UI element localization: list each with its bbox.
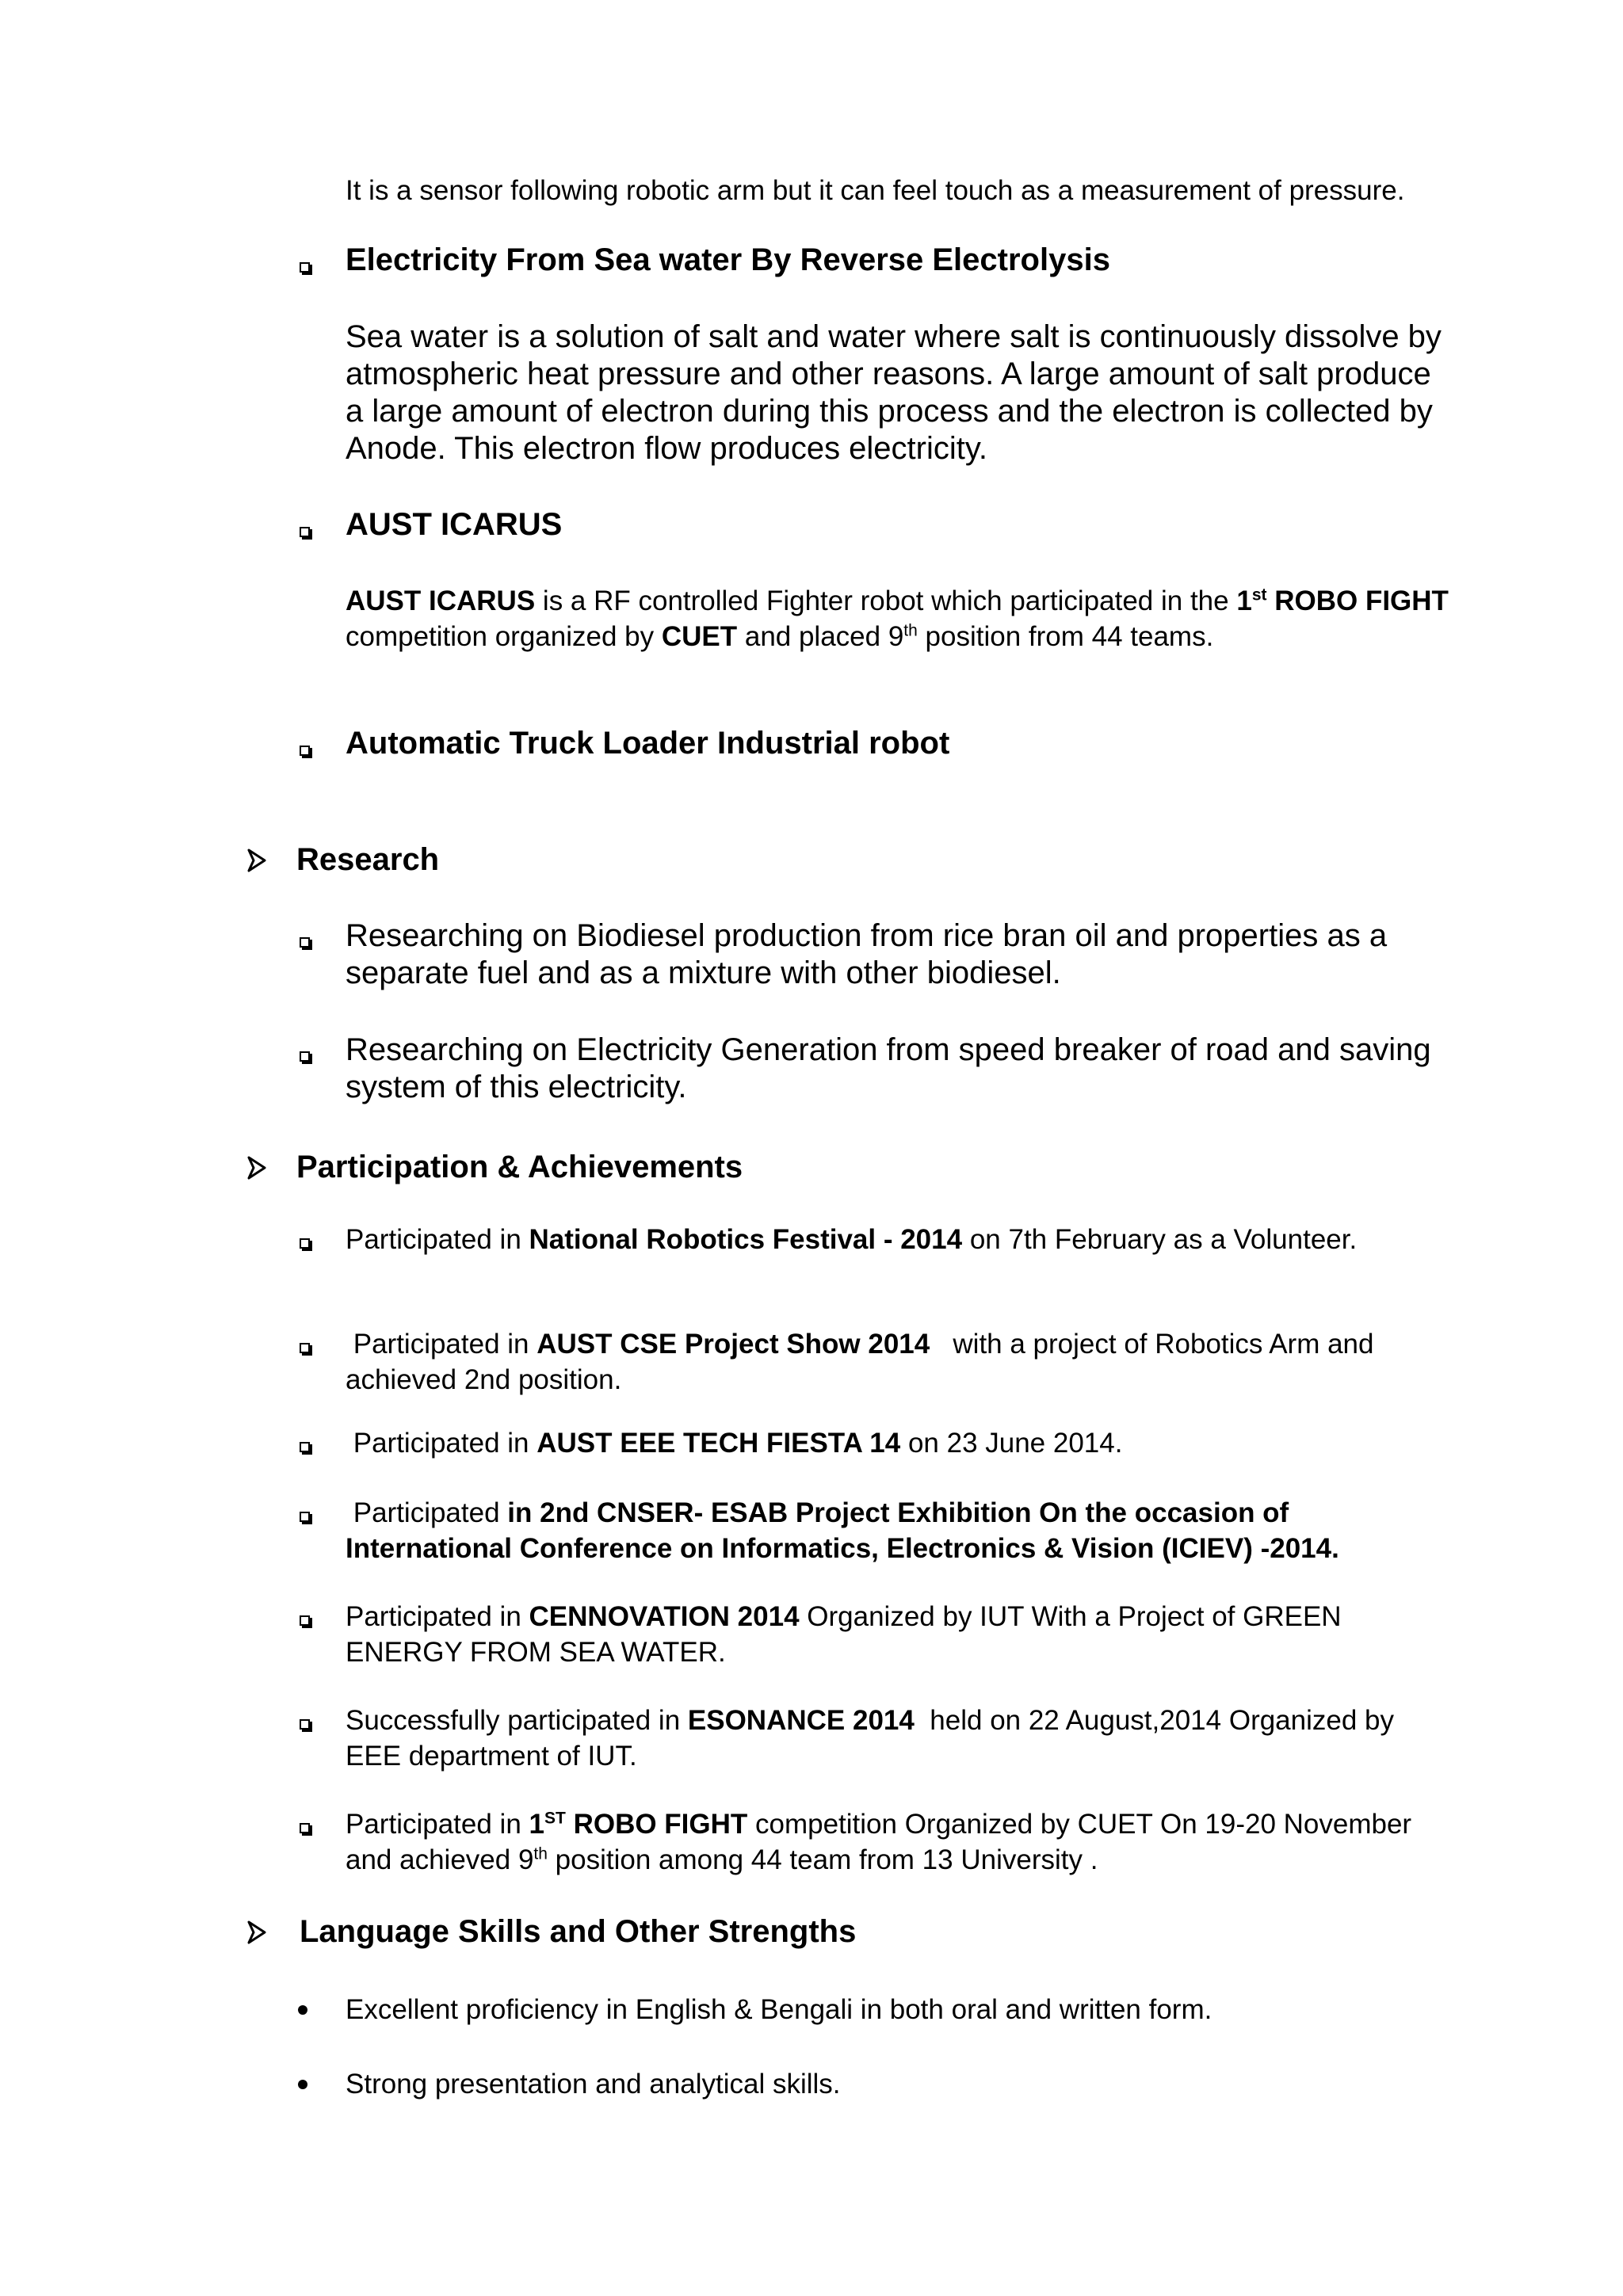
icarus-text-4: position from 44 teams. — [917, 621, 1214, 652]
section-heading-participation: Participation & Achievements — [296, 1150, 743, 1184]
square-bullet-icon — [300, 742, 310, 759]
project-desc-electricity: Sea water is a solution of salt and water where salt is continuously dissolve by atmospheric heat pressure and other reasons. A large amount of salt produce a large amount of electron during this process and the electron is collected by Anode. This electron flow produces electricity. — [346, 319, 1442, 466]
research-item-2: Researching on Electricity Generation from speed breaker of road and saving system of this electricity. — [346, 1032, 1431, 1104]
participation-item-1: Participated in National Robotics Festival - 2014 on 7th February as a Volunteer. — [346, 1224, 1358, 1255]
project-title-icarus: AUST ICARUS — [346, 507, 563, 542]
project-title-electricity: Electricity From Sea water By Reverse Electrolysis — [346, 242, 1110, 277]
section-heading-language: Language Skills and Other Strengths — [300, 1914, 857, 1949]
square-bullet-icon — [300, 1508, 310, 1525]
arrow-bullet-icon — [247, 849, 266, 872]
participation-item-7: Participated in 1ST ROBO FIGHT competition Organized by CUET On 19-20 November and achieved 9th position among 44 team from 13 University . — [346, 1809, 1412, 1875]
square-bullet-icon — [300, 258, 310, 276]
participation-item-5: Participated in CENNOVATION 2014 Organized by IUT With a Project of GREEN ENERGY FROM SEA WATER. — [346, 1601, 1342, 1668]
square-bullet-icon — [300, 523, 310, 540]
participation-item-3: Participated in AUST EEE TECH FIESTA 14 on 23 June 2014. — [346, 1428, 1123, 1459]
icarus-text-1: is a RF controlled Fighter robot which participated in the — [535, 585, 1237, 616]
icarus-ordinal: 1 — [1236, 585, 1252, 616]
intro-text: It is a sensor following robotic arm but it can feel touch as a measurement of pressure. — [346, 175, 1405, 206]
language-item-2: Strong presentation and analytical skills. — [346, 2069, 841, 2100]
square-bullet-icon — [300, 1715, 310, 1733]
round-bullet-icon — [298, 2005, 307, 2015]
round-bullet-icon — [298, 2080, 307, 2089]
icarus-organizer: CUET — [661, 621, 738, 652]
participation-item-2: Participated in AUST CSE Project Show 2014 with a project of Robotics Arm and achieved 2nd position. — [346, 1329, 1382, 1395]
icarus-text-3: and placed 9 — [737, 621, 904, 652]
project-desc-icarus — [346, 583, 1455, 654]
icarus-position-suffix: th — [903, 621, 918, 640]
arrow-bullet-icon — [247, 1920, 266, 1944]
square-bullet-icon — [300, 1047, 310, 1065]
participation-item-6: Successfully participated in ESONANCE 2014 held on 22 August,2014 Organized by EEE department of IUT. — [346, 1705, 1402, 1772]
square-bullet-icon — [300, 1339, 310, 1356]
icarus-ordinal-suffix: st — [1251, 585, 1267, 605]
language-item-1: Excellent proficiency in English & Bengali in both oral and written form. — [346, 1994, 1212, 2025]
research-item-1: Researching on Biodiesel production from rice bran oil and properties as a separate fuel and as a mixture with other biodiesel. — [346, 918, 1388, 990]
square-bullet-icon — [300, 1438, 310, 1455]
square-bullet-icon — [300, 1234, 310, 1252]
square-bullet-icon — [300, 1611, 310, 1629]
participation-item-4: Participated in 2nd CNSER- ESAB Project Exhibition On the occasion of International Conference on Informatics, Electronics & Vision (ICIEV) -2014. — [346, 1497, 1339, 1564]
icarus-text-2: competition organized by — [346, 621, 662, 652]
square-bullet-icon — [300, 933, 310, 951]
arrow-bullet-icon — [247, 1156, 266, 1180]
square-bullet-icon — [300, 1819, 310, 1836]
icarus-name: AUST ICARUS — [346, 585, 536, 616]
icarus-competition: ROBO FIGHT — [1274, 585, 1449, 616]
project-title-truck: Automatic Truck Loader Industrial robot — [346, 726, 950, 761]
section-heading-research: Research — [296, 842, 440, 877]
